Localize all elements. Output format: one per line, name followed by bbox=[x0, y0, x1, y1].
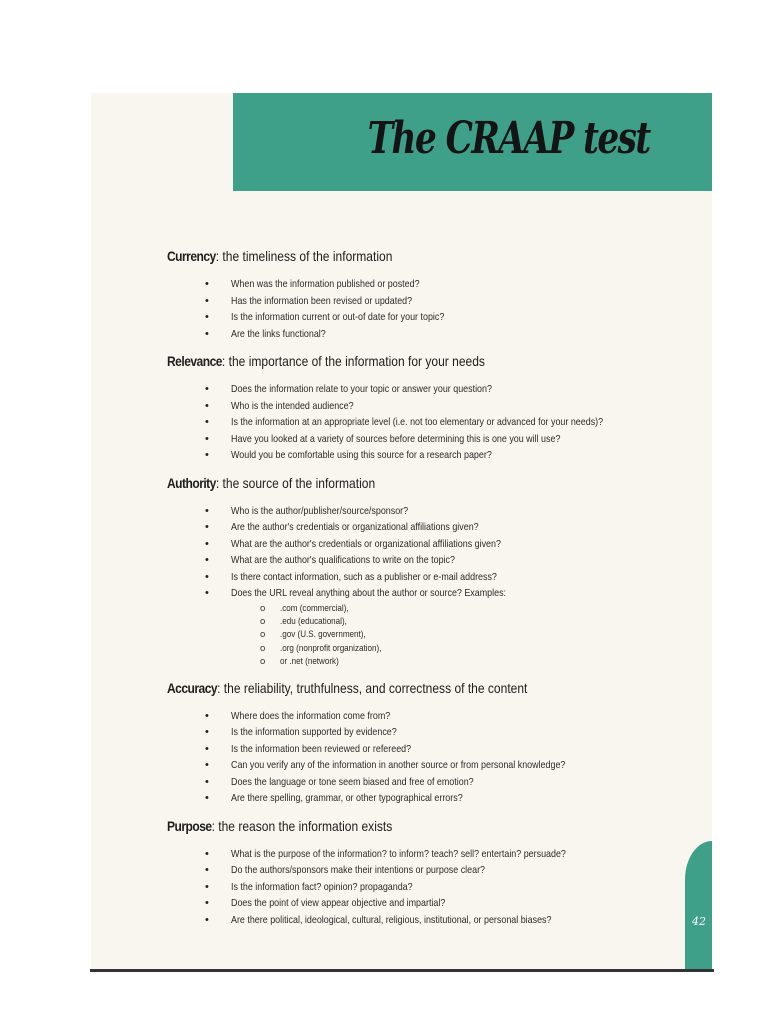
list-item: • Who is the intended audience? bbox=[205, 398, 687, 415]
sub-list-item: o .edu (educational), bbox=[260, 615, 687, 628]
list-item: • When was the information published or posted? bbox=[205, 276, 687, 293]
section-term: Currency bbox=[167, 248, 216, 264]
page-title: The CRAAP test bbox=[367, 113, 650, 164]
bullet-list bbox=[167, 381, 687, 464]
list-item: • What is the purpose of the information? to inform? teach? sell? entertain? persuade? bbox=[205, 846, 687, 863]
section-term: Accuracy bbox=[167, 679, 218, 696]
title-banner bbox=[233, 93, 712, 191]
bullet-list bbox=[167, 846, 687, 929]
list-item: • Is the information been reviewed or refereed? bbox=[205, 741, 687, 758]
sub-list-item: o .org (nonprofit organization), bbox=[260, 642, 687, 655]
list-item: • Are there political, ideological, cultural, religious, institutional, or personal biases? bbox=[205, 912, 687, 929]
bullet-list bbox=[167, 276, 687, 342]
sub-list-item: o or .net (network) bbox=[260, 655, 687, 668]
list-item: • Is the information at an appropriate level (i.e. not too elementary or advanced for your needs)? bbox=[205, 414, 687, 431]
section-description: : the reliability, truthfulness, and correctness of the content bbox=[217, 679, 528, 696]
list-item: • Is the information current or out-of date for your topic? bbox=[205, 309, 687, 326]
page-number: 42 bbox=[692, 915, 706, 928]
list-item: • Are there spelling, grammar, or other typographical errors? bbox=[205, 790, 687, 807]
page-bottom-rule bbox=[90, 969, 714, 972]
page-tab bbox=[685, 841, 712, 971]
list-item: • Does the URL reveal anything about the author or source? Examples: o .com (commercial), o .edu (educational), o .gov (U.S. government), o .org (nonprofit organization), o or .net (network) bbox=[205, 585, 687, 669]
bullet-list bbox=[167, 708, 687, 807]
section-currency bbox=[167, 248, 687, 342]
list-item: • What are the author's qualifications to write on the topic? bbox=[205, 552, 687, 569]
section-term: Authority bbox=[167, 474, 216, 491]
list-item: • Is there contact information, such as a publisher or e-mail address? bbox=[205, 569, 687, 586]
section-description: : the timeliness of the information bbox=[215, 248, 393, 264]
list-item: • Who is the author/publisher/source/sponsor? bbox=[205, 503, 687, 520]
section-heading bbox=[167, 475, 614, 491]
section-description: : the source of the information bbox=[215, 474, 376, 491]
list-item: • Would you be comfortable using this source for a research paper? bbox=[205, 447, 687, 464]
content bbox=[167, 248, 687, 939]
url-examples-list bbox=[231, 602, 687, 669]
section-description: : the importance of the information for your needs bbox=[221, 353, 485, 369]
section-description: : the reason the information exists bbox=[211, 817, 393, 834]
list-item: • What are the author's credentials or organizational affiliations given? bbox=[205, 536, 687, 553]
section-heading bbox=[167, 353, 614, 369]
list-item: • Does the point of view appear objective and impartial? bbox=[205, 895, 687, 912]
sub-list-item: o .com (commercial), bbox=[260, 602, 687, 615]
section-heading bbox=[167, 248, 614, 264]
list-item: • Does the information relate to your topic or answer your question? bbox=[205, 381, 687, 398]
list-item: • Where does the information come from? bbox=[205, 708, 687, 725]
section-heading bbox=[167, 818, 614, 834]
list-item: • Is the information supported by evidence? bbox=[205, 724, 687, 741]
section-heading bbox=[167, 680, 614, 696]
section-term: Purpose bbox=[167, 817, 212, 834]
section-relevance bbox=[167, 353, 687, 464]
document-page bbox=[91, 93, 712, 971]
section-purpose bbox=[167, 818, 687, 929]
sub-list-item: o .gov (U.S. government), bbox=[260, 628, 687, 641]
list-item: • Has the information been revised or updated? bbox=[205, 293, 687, 310]
list-item: • Can you verify any of the information in another source or from personal knowledge? bbox=[205, 757, 687, 774]
list-item: • Are the links functional? bbox=[205, 326, 687, 343]
section-accuracy bbox=[167, 680, 687, 807]
list-item: • Are the author's credentials or organizational affiliations given? bbox=[205, 519, 687, 536]
list-item: • Do the authors/sponsors make their intentions or purpose clear? bbox=[205, 862, 687, 879]
bullet-list bbox=[167, 503, 687, 669]
list-item: • Is the information fact? opinion? propaganda? bbox=[205, 879, 687, 896]
section-term: Relevance bbox=[167, 353, 222, 369]
section-authority bbox=[167, 475, 687, 669]
list-item: • Does the language or tone seem biased and free of emotion? bbox=[205, 774, 687, 791]
list-item: • Have you looked at a variety of sources before determining this is one you will use? bbox=[205, 431, 687, 448]
